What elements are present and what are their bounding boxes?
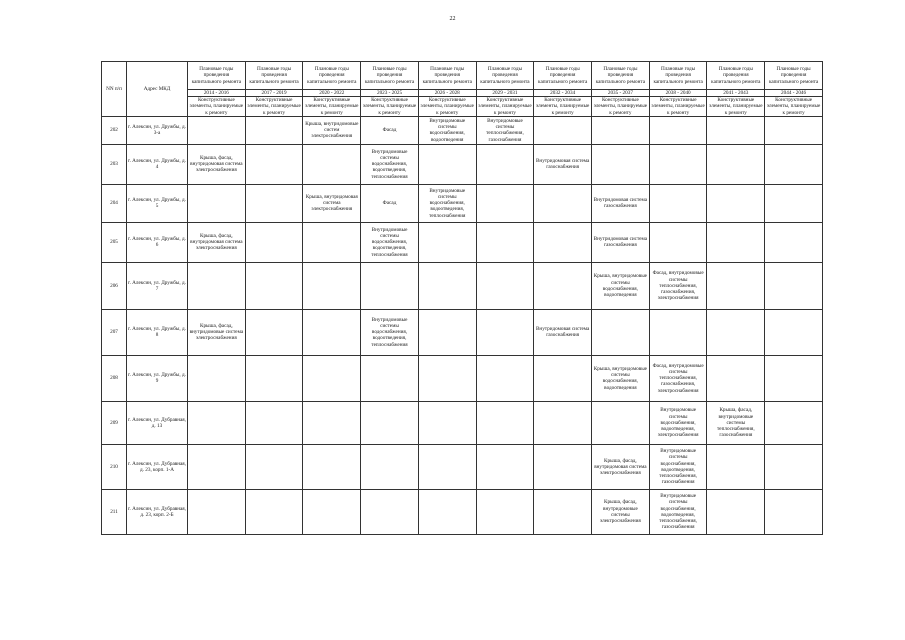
row-address: г. Алексин, ул. Дружбы, д. 5 bbox=[127, 184, 188, 222]
repair-elements-cell bbox=[534, 116, 592, 144]
table-row bbox=[102, 262, 823, 309]
repair-elements-cell bbox=[476, 444, 534, 489]
table-row bbox=[102, 401, 823, 444]
repair-elements-cell bbox=[707, 144, 765, 184]
table-row bbox=[102, 489, 823, 534]
repair-elements-cell bbox=[476, 184, 534, 222]
table-row bbox=[102, 444, 823, 489]
header-year-range: 2029 - 2031 bbox=[476, 90, 534, 97]
repair-elements-cell bbox=[534, 444, 592, 489]
repair-elements-cell bbox=[188, 489, 246, 534]
repair-elements-cell bbox=[707, 116, 765, 144]
table-row bbox=[102, 309, 823, 355]
row-address: г. Алексин, ул. Дружбы, д. 7 bbox=[127, 262, 188, 309]
table-row bbox=[102, 355, 823, 401]
repair-elements-cell: Внутридомовые системы водоснабжения, водоотведения, теплоснабжения bbox=[418, 184, 476, 222]
header-period-label: Плановые годы проведения капитального ремонта bbox=[707, 62, 765, 90]
header-elements-label: Конструктивные элементы, планируемые к ремонту bbox=[303, 97, 361, 117]
header-elements-label: Конструктивные элементы, планируемые к ремонту bbox=[361, 97, 419, 117]
repair-elements-cell bbox=[765, 184, 823, 222]
header-elements-label: Конструктивные элементы, планируемые к ремонту bbox=[188, 97, 246, 117]
row-number: 207 bbox=[102, 309, 127, 355]
repair-elements-cell bbox=[765, 401, 823, 444]
repair-elements-cell bbox=[765, 116, 823, 144]
repair-elements-cell: Внутридомовые системы водоснабжения, водоотведения, теплоснабжения, газоснабжения bbox=[649, 489, 707, 534]
header-elements-label: Конструктивные элементы, планируемые к ремонту bbox=[765, 97, 823, 117]
repair-elements-cell: Фасад, внутридомовые системы теплоснабжения, газоснабжения, электроснабжения bbox=[649, 262, 707, 309]
repair-elements-cell bbox=[707, 355, 765, 401]
repair-elements-cell bbox=[534, 262, 592, 309]
table-row bbox=[102, 184, 823, 222]
repair-elements-cell: Фасад bbox=[361, 116, 419, 144]
repair-elements-cell bbox=[418, 309, 476, 355]
row-address: г. Алексин, ул. Дубравная, д. 13 bbox=[127, 401, 188, 444]
header-period-label: Плановые годы проведения капитального ремонта bbox=[534, 62, 592, 90]
header-elements-label: Конструктивные элементы, планируемые к ремонту bbox=[592, 97, 650, 117]
repair-elements-cell: Внутридомовые системы водоснабжения, водоотведения bbox=[418, 116, 476, 144]
repair-elements-cell bbox=[245, 309, 303, 355]
repair-elements-cell: Внутридомовые системы водоснабжения, водоотведения, электроснабжения bbox=[649, 401, 707, 444]
repair-elements-cell bbox=[303, 489, 361, 534]
header-nn: NN п/п bbox=[102, 62, 127, 117]
repair-elements-cell bbox=[418, 444, 476, 489]
repair-elements-cell: Крыша, фасад, внутридомовая система электроснабжения bbox=[188, 144, 246, 184]
row-address: г. Алексин, ул. Дружбы, д. 4 bbox=[127, 144, 188, 184]
row-number: 205 bbox=[102, 222, 127, 262]
repair-elements-cell bbox=[476, 222, 534, 262]
repair-elements-cell bbox=[649, 222, 707, 262]
repair-elements-cell bbox=[534, 489, 592, 534]
repair-elements-cell bbox=[361, 401, 419, 444]
header-year-range: 2026 - 2028 bbox=[418, 90, 476, 97]
repair-elements-cell bbox=[418, 144, 476, 184]
repair-elements-cell: Внутридомовая система газоснабжения bbox=[534, 309, 592, 355]
repair-elements-cell bbox=[765, 262, 823, 309]
repair-elements-cell bbox=[707, 184, 765, 222]
repair-elements-cell bbox=[188, 355, 246, 401]
repair-elements-cell: Внутридомовые системы теплоснабжения, газоснабжения bbox=[476, 116, 534, 144]
repair-elements-cell bbox=[245, 222, 303, 262]
repair-elements-cell bbox=[361, 355, 419, 401]
row-address: г. Алексин, ул. Дружбы, д. 6 bbox=[127, 222, 188, 262]
header-year-range: 2020 - 2022 bbox=[303, 90, 361, 97]
repair-elements-cell bbox=[245, 144, 303, 184]
repair-elements-cell bbox=[534, 401, 592, 444]
row-number: 206 bbox=[102, 262, 127, 309]
capital-repair-table bbox=[101, 61, 823, 535]
repair-elements-cell bbox=[245, 489, 303, 534]
header-period-label: Плановые годы проведения капитального ремонта bbox=[592, 62, 650, 90]
row-number: 208 bbox=[102, 355, 127, 401]
header-address: Адрес МКД bbox=[127, 62, 188, 117]
repair-elements-cell bbox=[476, 355, 534, 401]
repair-elements-cell: Фасад, внутридомовые системы теплоснабжения, газоснабжения, электроснабжения bbox=[649, 355, 707, 401]
repair-elements-cell bbox=[534, 355, 592, 401]
row-address: г. Алексин, ул. Дружбы, д. 9 bbox=[127, 355, 188, 401]
header-year-range: 2035 - 2037 bbox=[592, 90, 650, 97]
repair-elements-cell bbox=[245, 184, 303, 222]
row-number: 202 bbox=[102, 116, 127, 144]
header-period-label: Плановые годы проведения капитального ремонта bbox=[188, 62, 246, 90]
repair-elements-cell: Внутридомовые системы водоснабжения, водоотведения, теплоснабжения bbox=[361, 144, 419, 184]
repair-elements-cell bbox=[361, 444, 419, 489]
repair-elements-cell bbox=[303, 144, 361, 184]
repair-elements-cell bbox=[303, 222, 361, 262]
repair-elements-cell bbox=[245, 355, 303, 401]
repair-elements-cell bbox=[188, 116, 246, 144]
repair-elements-cell: Крыша, внутридомовая система электроснабжения bbox=[303, 184, 361, 222]
repair-elements-cell bbox=[361, 262, 419, 309]
repair-elements-cell bbox=[245, 116, 303, 144]
repair-elements-cell: Крыша, фасад, внутридомовые системы теплоснабжения, газоснабжения bbox=[707, 401, 765, 444]
header-year-range: 2017 - 2019 bbox=[245, 90, 303, 97]
repair-elements-cell bbox=[592, 144, 650, 184]
repair-elements-cell: Внутридомовые системы водоснабжения, водоотведения, теплоснабжения bbox=[361, 222, 419, 262]
repair-elements-cell: Крыша, фасад, внутридомовые системы электроснабжения bbox=[592, 489, 650, 534]
header-period-label: Плановые годы проведения капитального ремонта bbox=[418, 62, 476, 90]
header-elements-label: Конструктивные элементы, планируемые к ремонту bbox=[707, 97, 765, 117]
header-year-range: 2032 - 2034 bbox=[534, 90, 592, 97]
repair-elements-cell bbox=[245, 444, 303, 489]
repair-elements-cell bbox=[418, 489, 476, 534]
repair-elements-cell: Фасад bbox=[361, 184, 419, 222]
header-elements-label: Конструктивные элементы, планируемые к ремонту bbox=[245, 97, 303, 117]
header-year-range: 2038 - 2040 bbox=[649, 90, 707, 97]
repair-elements-cell bbox=[418, 401, 476, 444]
header-elements-label: Конструктивные элементы, планируемые к ремонту bbox=[418, 97, 476, 117]
row-number: 210 bbox=[102, 444, 127, 489]
row-address: г. Алексин, ул. Дружбы, д. 8 bbox=[127, 309, 188, 355]
row-address: г. Алексин, ул. Дубравная, д. 23, корп. 1-А bbox=[127, 444, 188, 489]
repair-elements-cell: Крыша, внутридомовые системы водоснабжения, водоотведения bbox=[592, 355, 650, 401]
repair-elements-cell bbox=[707, 262, 765, 309]
repair-elements-cell bbox=[418, 262, 476, 309]
repair-elements-cell bbox=[592, 116, 650, 144]
header-row-periods bbox=[102, 62, 823, 90]
repair-elements-cell bbox=[476, 489, 534, 534]
repair-elements-cell bbox=[303, 401, 361, 444]
repair-elements-cell bbox=[476, 401, 534, 444]
repair-elements-cell bbox=[476, 262, 534, 309]
repair-elements-cell bbox=[188, 401, 246, 444]
repair-elements-cell bbox=[188, 184, 246, 222]
repair-elements-cell bbox=[303, 309, 361, 355]
repair-elements-cell bbox=[765, 444, 823, 489]
repair-elements-cell bbox=[188, 444, 246, 489]
row-number: 203 bbox=[102, 144, 127, 184]
repair-elements-cell bbox=[649, 309, 707, 355]
repair-elements-cell bbox=[245, 401, 303, 444]
table-row bbox=[102, 144, 823, 184]
repair-elements-cell: Внутридомовая система газоснабжения bbox=[534, 144, 592, 184]
repair-elements-cell bbox=[476, 144, 534, 184]
repair-elements-cell: Внутридомовая система газоснабжения bbox=[592, 184, 650, 222]
repair-elements-cell bbox=[361, 489, 419, 534]
repair-elements-cell bbox=[649, 144, 707, 184]
header-elements-label: Конструктивные элементы, планируемые к ремонту bbox=[649, 97, 707, 117]
header-year-range: 2044 - 2046 bbox=[765, 90, 823, 97]
row-number: 211 bbox=[102, 489, 127, 534]
repair-elements-cell bbox=[303, 355, 361, 401]
repair-elements-cell: Крыша, фасад, внутридомовая система электроснабжения bbox=[188, 222, 246, 262]
repair-elements-cell bbox=[707, 309, 765, 355]
row-address: г. Алексин, ул. Дружбы, д. 3-а bbox=[127, 116, 188, 144]
repair-elements-cell bbox=[303, 444, 361, 489]
header-period-label: Плановые годы проведения капитального ремонта bbox=[245, 62, 303, 90]
header-year-range: 2014 - 2016 bbox=[188, 90, 246, 97]
header-elements-label: Конструктивные элементы, планируемые к ремонту bbox=[534, 97, 592, 117]
header-elements-label: Конструктивные элементы, планируемые к ремонту bbox=[476, 97, 534, 117]
repair-elements-cell bbox=[765, 222, 823, 262]
repair-elements-cell bbox=[534, 222, 592, 262]
repair-elements-cell: Крыша, фасад, внутридомовые система электроснабжения bbox=[188, 309, 246, 355]
row-number: 204 bbox=[102, 184, 127, 222]
header-period-label: Плановые годы проведения капитального ремонта bbox=[361, 62, 419, 90]
repair-elements-cell bbox=[534, 184, 592, 222]
header-period-label: Плановые годы проведения капитального ремонта bbox=[765, 62, 823, 90]
table-row bbox=[102, 116, 823, 144]
repair-elements-cell bbox=[707, 489, 765, 534]
repair-elements-cell: Внутридомовые системы водоснабжения, водоотведения, теплоснабжения bbox=[361, 309, 419, 355]
repair-elements-cell bbox=[765, 489, 823, 534]
repair-elements-cell: Внутридомовая система газоснабжения bbox=[592, 222, 650, 262]
header-period-label: Плановые годы проведения капитального ремонта bbox=[303, 62, 361, 90]
row-number: 209 bbox=[102, 401, 127, 444]
page-number: 22 bbox=[449, 16, 456, 22]
table-row bbox=[102, 222, 823, 262]
repair-elements-cell bbox=[476, 309, 534, 355]
repair-elements-cell bbox=[303, 262, 361, 309]
repair-elements-cell bbox=[649, 116, 707, 144]
header-row-elements bbox=[102, 97, 823, 117]
row-address: г. Алексин, ул. Дубравная, д. 23, корп. 2-Б bbox=[127, 489, 188, 534]
repair-elements-cell bbox=[765, 355, 823, 401]
header-year-range: 2023 - 2025 bbox=[361, 90, 419, 97]
table-body bbox=[102, 116, 823, 534]
repair-elements-cell bbox=[418, 355, 476, 401]
repair-elements-cell bbox=[765, 309, 823, 355]
repair-elements-cell bbox=[765, 144, 823, 184]
repair-elements-cell bbox=[649, 184, 707, 222]
repair-elements-cell: Внутридомовые системы водоснабжения, водоотведения, теплоснабжения, газоснабжения bbox=[649, 444, 707, 489]
repair-elements-cell bbox=[245, 262, 303, 309]
repair-elements-cell: Крыша, фасад, внутридомовая система электроснабжения bbox=[592, 444, 650, 489]
repair-elements-cell bbox=[418, 222, 476, 262]
repair-elements-cell: Крыша, внутридомовые системы водоснабжения, водоотведения bbox=[592, 262, 650, 309]
repair-elements-cell bbox=[592, 401, 650, 444]
header-period-label: Плановые годы проведения капитального ремонта bbox=[649, 62, 707, 90]
repair-elements-cell bbox=[707, 444, 765, 489]
header-row-years bbox=[102, 90, 823, 97]
repair-elements-cell bbox=[707, 222, 765, 262]
repair-elements-cell: Крыша, внутридомовые систем электроснабжения bbox=[303, 116, 361, 144]
repair-elements-cell bbox=[188, 262, 246, 309]
header-period-label: Плановые годы проведения капитального ремонта bbox=[476, 62, 534, 90]
header-year-range: 2041 - 2043 bbox=[707, 90, 765, 97]
repair-elements-cell bbox=[592, 309, 650, 355]
